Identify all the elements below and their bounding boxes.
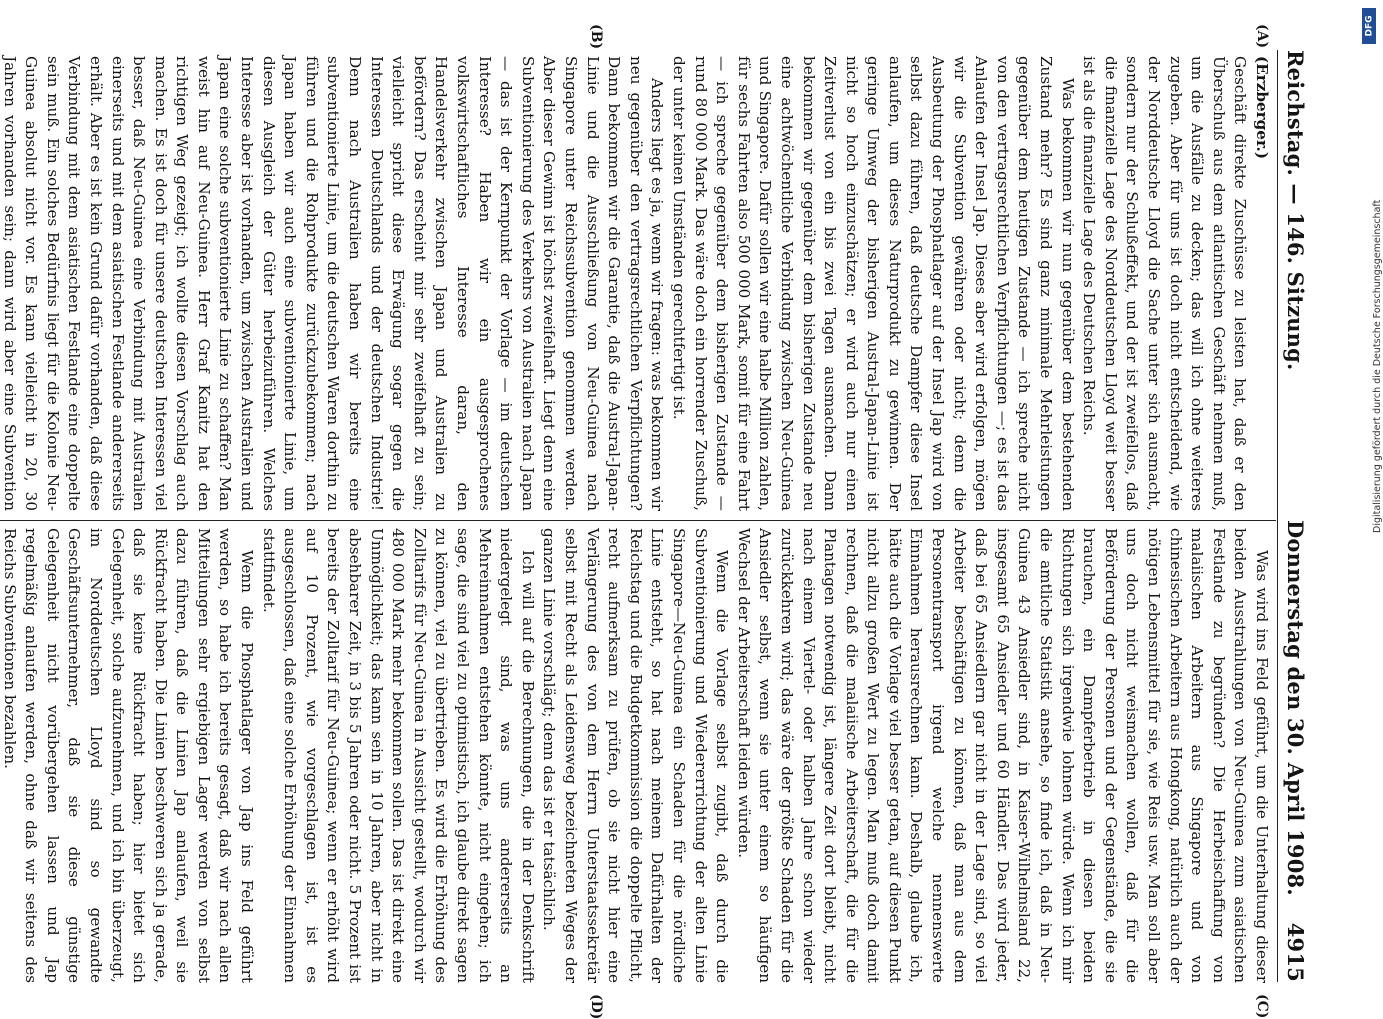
page-number: 4915 xyxy=(1283,922,1308,982)
header-rule xyxy=(1277,50,1278,982)
paragraph: Wenn die Phosphatlager von Jap ins Feld geführt werden, so habe ich bereits gesagt, daß wir nach allen Mitteilungen sehr ergiebigen Lager werden von selbst dazu führen, daß die Linien Jap anlaufen, weil sie Rückfracht haben. Die Linien beschweren sich ja gerade, daß sie keine Rückfracht haben; hier bietet sich Gelegenheit, solche aufzunehmen, und ich bin überzeugt, im Norddeutschen Lloyd sind so gewandte Geschäftsunternehmer, daß sie diese günstige Gelegenheit nicht vorübergehen lassen und Jap regelmäßig anlaufen werden, ohne daß wir seitens des Reichs Subventionen bezahlen. xyxy=(0,528,257,983)
paragraph: Was wird ins Feld geführt, um die Unterhaltung dieser beiden Ausstrahlungen von Neu-Guinea zum asiatischen Festlande zu begründen? Die Herbeischaffung von malaiischen Arbeitern aus Singapore und von chinesischen Arbeitern aus Hongkong, natürlich auch der nötigen Lebensmittel für sie, wie Reis usw. Man soll aber uns doch nicht weismachen wollen, daß für die Beförderung der Personen und der Gegenstände, die sie brauchen, ein Dampferbetrieb in diesen beiden Richtungen sich irgendwie lohnen würde. Wenn ich mir die amtliche Statistik ansehe, so finde ich, daß in Neu-Guinea 43 Ansiedler sind, in Kaiser-Wilhelmsland 22, insgesamt 65 Ansiedler und 60 Händler. Das wird jeder, daß bei 65 Ansiedlern gar nicht in der Lage sind, so viel Arbeiter beschäftigen zu können, daß man aus dem Personentransport irgend welche nennenswerte Einnahmen herausrechnen kann. Deshalb, glaube ich, hätte auch die Vorlage viel besser getan, auf diesen Punkt nicht allzu großen Wert zu legen. Man muß doch damit rechnen, daß die malaiische Arbeiterschaft, die für die Plantagen notwendig ist, längere Zeit dort bleibt, nicht nach einem Viertel- oder halben Jahre schon wieder zurückkehren wird; das wäre der größte Schaden für die Ansiedler selbst, wenn sie unter einem so häufigen Wechsel der Arbeiterschaft leiden würden. xyxy=(734,528,1271,983)
right-column xyxy=(0,528,1272,983)
paragraph: Anders liegt es ja, wenn wir fragen: was bekommen wir neu gegenüber den vertragsrechtlichen Verpflichtungen? Dann bekommen wir die Garantie, daß die Austral-Japan-Linie und die Ausschließung von Neu-Guinea nach Singapore unter Reichssubvention genommen werden. Aber dieser Gewinn ist höchst zweifelhaft. Liegt denn eine Subventionierung des Verkehrs von Australien nach Japan — das ist der Kernpunkt der Vorlage — im deutschen Interesse? Haben wir ein ausgesprochenes volkswirtschaftliches Interesse daran, den Handelsverkehr zwischen Japan und Australien zu befördern? Das erscheint mir sehr zweifelhaft zu sein; vielleicht spricht diese Erwägung sogar gegen die Interessen Deutschlands und der deutschen Industrie! Denn nach Australien haben wir bereits eine subventionierte Linie, um die deutschen Waren dorthin zu führen und die Rohprodukte zurückzubekommen; nach Japan haben wir auch eine subventionierte Linie, um diesen Ausgleich der Güter herbeizuführen. Welches Interesse aber ist vorhanden, um zwischen Australien und Japan eine solche subventionierte Linie zu schaffen? Man weist hin auf Neu-Guinea. Herr Graf Kanitz hat den richtigen Weg gezeigt; ich wollte diesen Vorschlag auch machen. Es ist doch für unsere deutschen Interessen viel besser, daß Neu-Guinea eine Verbindung mit Australien einerseits und mit dem asiatischen Festlande andererseits erhält. Aber es ist kein Grund dafür vorhanden, daß diese Verbindung mit dem asiatischen Festlande eine doppelte sein muß. Ein solches Bedürfnis liegt für die Kolonie Neu-Guinea absolut nicht vor. Es kann vielleicht in 20, 30 Jahren vorhanden sein; dann wird aber eine Subvention xyxy=(0,56,667,511)
margin-sigil-b: (B) xyxy=(588,24,604,50)
column-divider xyxy=(0,520,1276,521)
paragraph: Wenn die Vorlage selbst zugibt, daß durch die Subventionierung und Wiedererrichtung der alten Linie Singapore—Neu-Guinea ein Schaden für die nördliche Linie entsteht, so hat nach meinem Dafürhalten der Reichstag und die Budgetkommission die doppelte Pflicht, recht aufmerksam zu prüfen, ob sie nicht hier eine Verlängerung des von dem Herrn Unterstaatssekretär selbst mit Recht als Leidensweg bezeichneten Weges der ganzen Linie vorschlägt; denn das ist er tatsächlich. xyxy=(540,528,732,983)
left-column xyxy=(0,56,1272,511)
digitization-credit: Digitalisierung gefördert durch die Deutsche Forschungsgemeinschaft xyxy=(1372,200,1383,534)
margin-sigil-d: (D) xyxy=(588,994,604,1019)
header-date: Donnerstag den 30. April 1908. xyxy=(1283,520,1308,896)
dfg-logo: DFG xyxy=(1362,8,1376,44)
header-session: Reichstag. — 146. Sitzung. xyxy=(1283,50,1308,371)
paragraph: Geschäft direkte Zuschüsse zu leisten hat, daß er den Überschuß aus dem atlantischen Geschäft nehmen muß, um die Ausfälle zu decken; das will ich ohne weiteres zugeben. Aber für uns ist doch nicht entscheidend, wie der Norddeutsche Lloyd die Sache unter sich ausmacht, sondern nur der Schlußeffekt, und der ist zweifellos, daß die finanzielle Lage des Norddeutschen Lloyd weit besser ist als die finanzielle Lage des Deutschen Reichs. xyxy=(1080,56,1250,511)
paragraph: Ich will auf die Berechnungen, die in der Denkschrift niedergelegt sind, was uns andererseits an Mehreinnahmen entstehen könnte, nicht eingehen; ich sage, die sind viel zu optimistisch, ich glaube direkt sagen zu können, viel zu übertrieben. Es wird die Erhöhung des Zolltarifs für Neu-Guinea in Aussicht gestellt, wodurch wir 480 000 Mark mehr bekommen sollen. Das ist direkt eine Unmöglichkeit; das kann sein in 10 Jahren, aber nicht in absehbarer Zeit, in 3 bis 5 Jahren oder nicht. 5 Prozent ist bereits der Zolltarif für Neu-Guinea; wenn er erhöht wird auf 10 Prozent, wie vorgeschlagen ist, ist es ausgeschlossen, daß eine solche Erhöhung der Einnahmen stattfindet. xyxy=(259,528,537,983)
paragraph: Was bekommen wir nun gegenüber dem bestehenden Zustand mehr? Es sind ganz minimale Mehrleistungen gegenüber dem heutigen Zustande — ich spreche nicht von den vertragsrechtlichen Verpflichtungen —; es ist das Anlaufen der Insel Jap. Dieses aber wird erfolgen, mögen wir die Subvention gewähren oder nicht; denn die Ausbeutung der Phosphatlager auf der Insel Jap wird von selbst dazu führen, daß deutsche Dampfer diese Insel anlaufen, um dieses Naturprodukt zu gewinnen. Der geringe Umweg der bisherigen Austral-Japan-Linie ist nicht so hoch einzuschätzen; er wird auch nur einen Zeitverlust von ein bis zwei Tagen ausmachen. Dann bekommen wir gegenüber dem bisherigen Zustande neu eine achtwöchentliche Verbindung zwischen Neu-Guinea und Singapore. Dafür sollen wir eine halbe Million zahlen, für sechs Fahrten also 500 000 Mark, somit für eine Fahrt — ich spreche gegenüber dem bisherigen Zustande — rund 80 000 Mark. Das wäre doch ein horrender Zuschuß, der unter keinen Umständen gerechtfertigt ist. xyxy=(669,56,1077,511)
margin-sigil-a: (A) xyxy=(1254,24,1270,49)
page-header xyxy=(1278,50,1312,982)
speaker-name: (Erzberger.) xyxy=(1253,56,1271,160)
margin-sigil-c: (C) xyxy=(1254,994,1270,1019)
